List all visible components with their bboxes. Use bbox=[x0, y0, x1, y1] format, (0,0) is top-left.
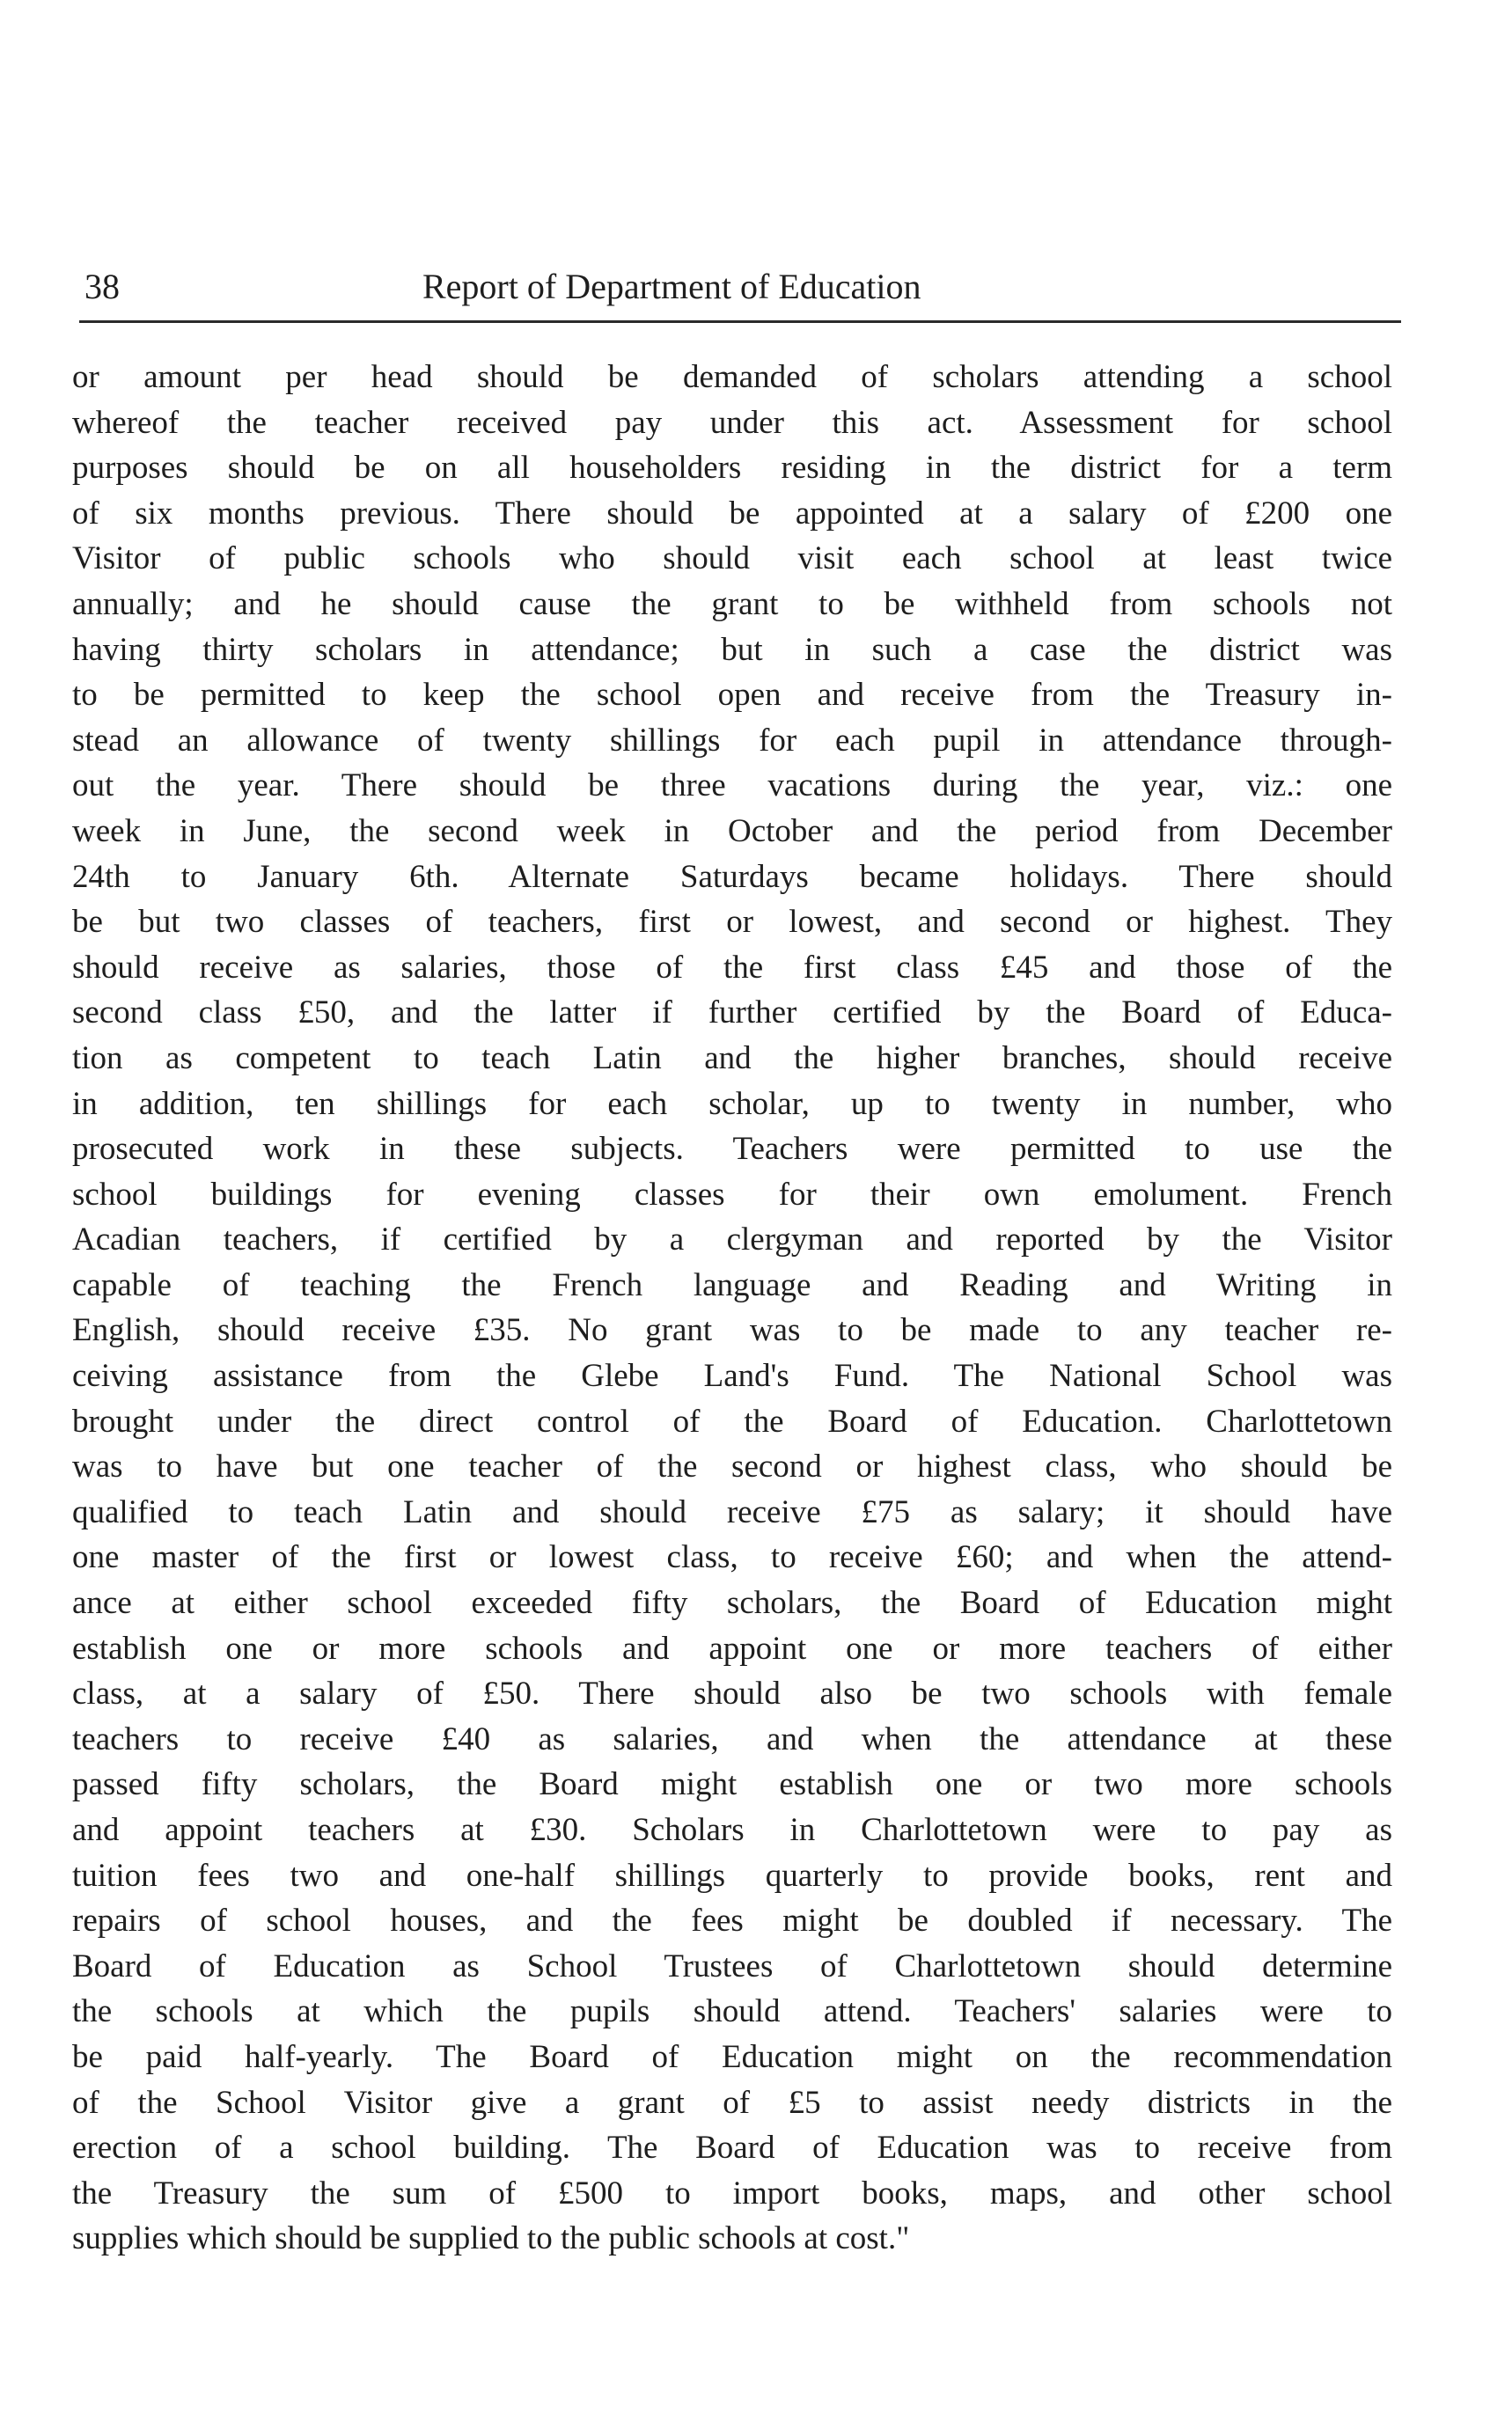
text-line: Acadian teachers, if certified by a clergyman and reported by the Visitor bbox=[72, 1221, 1392, 1258]
text-line: annually; and he should cause the grant to be withheld from schools not bbox=[72, 585, 1392, 622]
text-line: to be permitted to keep the school open and receive from the Treasury in- bbox=[72, 677, 1392, 714]
text-line: supplies which should be supplied to the public schools at cost." bbox=[72, 2220, 910, 2257]
page-number: 38 bbox=[84, 267, 120, 306]
text-line: in addition, ten shillings for each scholar, up to twenty in number, who bbox=[72, 1085, 1392, 1122]
header-rule bbox=[79, 320, 1401, 323]
running-title: Report of Department of Education bbox=[422, 267, 921, 306]
text-line: ance at either school exceeded fifty scholars, the Board of Education might bbox=[72, 1585, 1392, 1622]
text-line: of the School Visitor give a grant of £5 to assist needy districts in the bbox=[72, 2084, 1392, 2121]
text-line: be paid half-yearly. The Board of Education might on the recommendation bbox=[72, 2038, 1392, 2075]
text-line: erection of a school building. The Board of Education was to receive from bbox=[72, 2130, 1392, 2167]
text-line: the schools at which the pupils should attend. Teachers' salaries were to bbox=[72, 1993, 1392, 2030]
text-line: of six months previous. There should be appointed at a salary of £200 one bbox=[72, 495, 1392, 532]
text-line: having thirty scholars in attendance; but in such a case the district was bbox=[72, 631, 1392, 668]
text-line: out the year. There should be three vacations during the year, viz.: one bbox=[72, 767, 1392, 804]
text-line: class, at a salary of £50. There should also be two schools with female bbox=[72, 1676, 1392, 1713]
text-line: be but two classes of teachers, first or lowest, and second or highest. They bbox=[72, 904, 1392, 941]
text-line: English, should receive £35. No grant was to be made to any teacher re- bbox=[72, 1312, 1392, 1349]
text-line: was to have but one teacher of the second or highest class, who should be bbox=[72, 1449, 1392, 1485]
body-text bbox=[72, 355, 1392, 2262]
text-line: Board of Education as School Trustees of Charlottetown should determine bbox=[72, 1948, 1392, 1984]
text-line: repairs of school houses, and the fees might be doubled if necessary. The bbox=[72, 1903, 1392, 1940]
text-line: brought under the direct control of the Board of Education. Charlottetown bbox=[72, 1403, 1392, 1440]
text-line: capable of teaching the French language and Reading and Writing in bbox=[72, 1266, 1392, 1303]
text-line: second class £50, and the latter if further certified by the Board of Educa- bbox=[72, 994, 1392, 1031]
text-line: week in June, the second week in October and the period from December bbox=[72, 812, 1392, 849]
text-line: qualified to teach Latin and should receive £75 as salary; it should have bbox=[72, 1493, 1392, 1530]
text-line: stead an allowance of twenty shillings for each pupil in attendance through- bbox=[72, 722, 1392, 759]
text-line: or amount per head should be demanded of scholars attending a school bbox=[72, 359, 1392, 395]
text-line: the Treasury the sum of £500 to import books, maps, and other school bbox=[72, 2175, 1392, 2212]
text-line: one master of the first or lowest class, to receive £60; and when the attend- bbox=[72, 1539, 1392, 1576]
text-line: should receive as salaries, those of the first class £45 and those of the bbox=[72, 949, 1392, 986]
text-line: and appoint teachers at £30. Scholars in Charlottetown were to pay as bbox=[72, 1812, 1392, 1848]
text-line: teachers to receive £40 as salaries, and when the attendance at these bbox=[72, 1720, 1392, 1757]
text-line: 24th to January 6th. Alternate Saturdays became holidays. There should bbox=[72, 858, 1392, 895]
text-line: purposes should be on all householders residing in the district for a term bbox=[72, 450, 1392, 487]
text-line: Visitor of public schools who should visit each school at least twice bbox=[72, 540, 1392, 577]
text-line: establish one or more schools and appoint one or more teachers of either bbox=[72, 1630, 1392, 1667]
text-line: tuition fees two and one-half shillings quarterly to provide books, rent and bbox=[72, 1857, 1392, 1894]
text-line: prosecuted work in these subjects. Teachers were permitted to use the bbox=[72, 1131, 1392, 1168]
text-line: ceiving assistance from the Glebe Land's Fund. The National School was bbox=[72, 1358, 1392, 1395]
text-line: whereof the teacher received pay under this act. Assessment for school bbox=[72, 404, 1392, 441]
text-line: tion as competent to teach Latin and the higher branches, should receive bbox=[72, 1039, 1392, 1076]
text-line: passed fifty scholars, the Board might establish one or two more schools bbox=[72, 1766, 1392, 1803]
text-line: school buildings for evening classes for their own emolument. French bbox=[72, 1176, 1392, 1213]
page-header bbox=[79, 262, 1399, 317]
